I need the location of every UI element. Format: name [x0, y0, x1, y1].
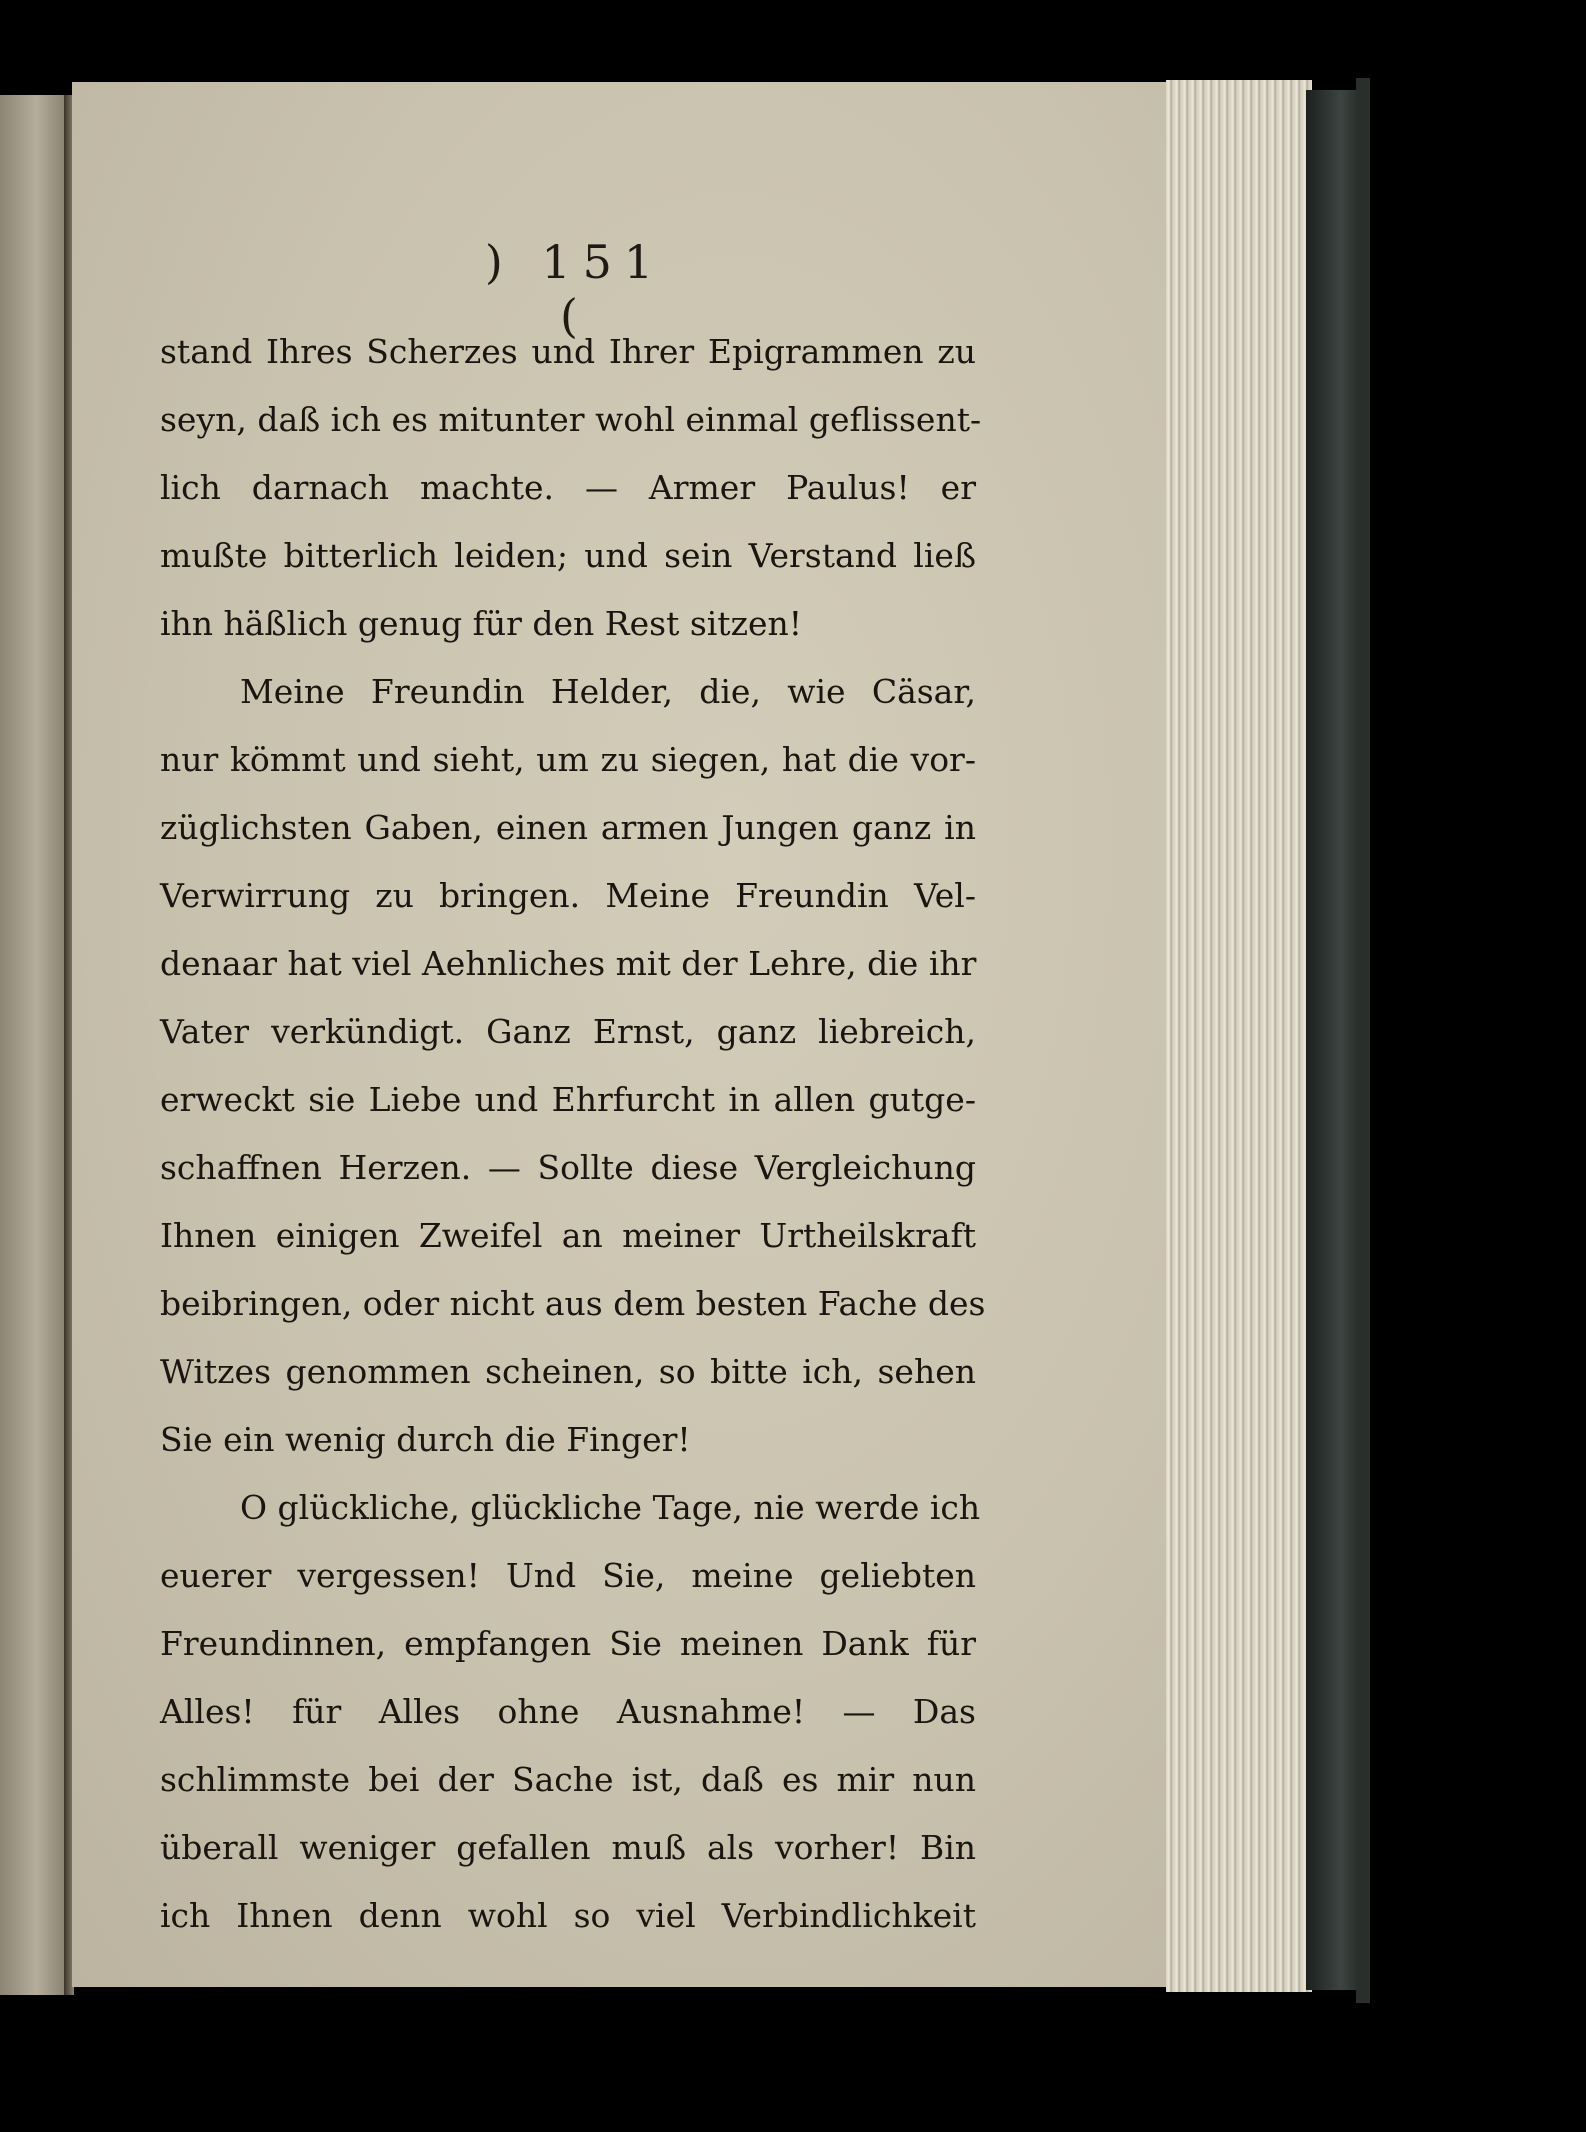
text-line: euerer vergessen! Und Sie, meine geliebten	[160, 1556, 976, 1595]
text-line: stand Ihres Scherzes und Ihrer Epigrammen zu	[160, 332, 976, 371]
text-line: schlimmste bei der Sache ist, daß es mir nun	[160, 1760, 976, 1799]
text-line: Ihnen einigen Zweifel an meiner Urtheilskraft	[160, 1216, 976, 1255]
text-line: Sie ein wenig durch die Finger!	[160, 1420, 691, 1459]
text-line: Witzes genommen scheinen, so bitte ich, sehen	[160, 1352, 976, 1391]
text-line: mußte bitterlich leiden; und sein Verstand ließ	[160, 536, 976, 575]
text-line: erweckt sie Liebe und Ehrfurcht in allen gutge-	[160, 1080, 976, 1119]
text-line: Verwirrung zu bringen. Meine Freundin Vel-	[160, 876, 976, 915]
text-line: ich Ihnen denn wohl so viel Verbindlichkeit	[160, 1896, 976, 1935]
text-line: Vater verkündigt. Ganz Ernst, ganz liebreich,	[160, 1012, 976, 1051]
text-line: denaar hat viel Aehnliches mit der Lehre, die ihr	[160, 944, 977, 983]
text-line: O glückliche, glückliche Tage, nie werde ich	[240, 1488, 981, 1527]
text-line: züglichsten Gaben, einen armen Jungen ganz in	[160, 808, 976, 847]
page-number: ) 151 (	[484, 235, 666, 343]
text-line: ihn häßlich genug für den Rest sitzen!	[160, 604, 803, 643]
text-line: Alles! für Alles ohne Ausnahme! — Das	[160, 1692, 976, 1731]
text-line: seyn, daß ich es mitunter wohl einmal geflissent-	[160, 400, 982, 439]
page-text	[160, 318, 986, 1950]
text-line: Freundinnen, empfangen Sie meinen Dank für	[160, 1624, 976, 1663]
text-line: lich darnach machte. — Armer Paulus! er	[160, 468, 976, 507]
text-line: schaffnen Herzen. — Sollte diese Vergleichung	[160, 1148, 976, 1187]
cover-edge	[1356, 78, 1370, 2003]
text-line: nur kömmt und sieht, um zu siegen, hat die vor-	[160, 740, 976, 779]
text-line: überall weniger gefallen muß als vorher! Bin	[160, 1828, 976, 1867]
text-line: beibringen, oder nicht aus dem besten Fache des	[160, 1284, 986, 1323]
text-line: Meine Freundin Helder, die, wie Cäsar,	[240, 672, 976, 711]
page-block-edges	[1166, 80, 1312, 1992]
left-page-edge	[0, 95, 66, 1995]
